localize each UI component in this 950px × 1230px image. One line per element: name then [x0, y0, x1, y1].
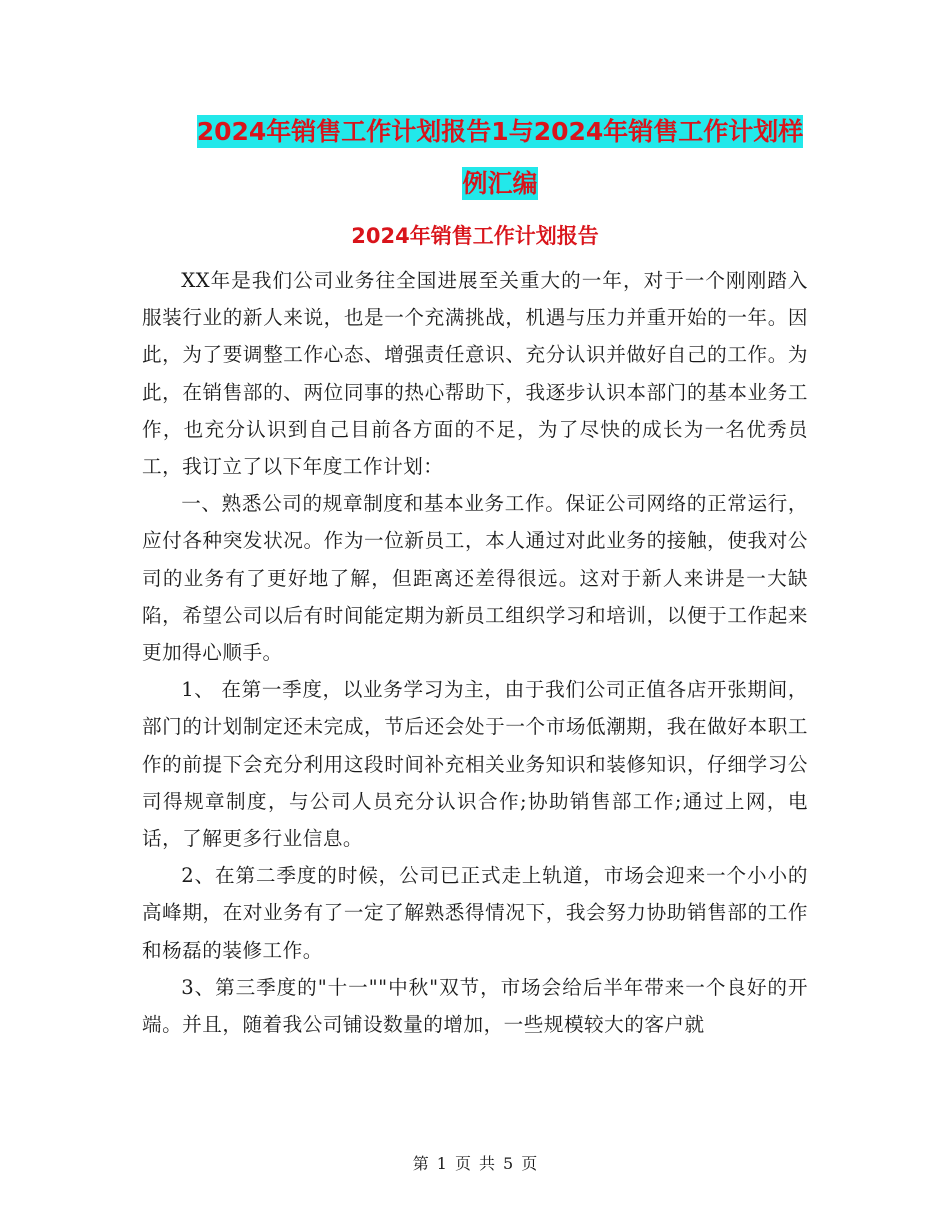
footer-page-label: 页 — [454, 1154, 471, 1173]
body-text — [142, 262, 808, 1043]
paragraph: 2、在第二季度的时候，公司已正式走上轨道，市场会迎来一个小小的高峰期，在对业务有了一定了解熟悉得情况下，我会努力协助销售部的工作和杨磊的装修工作。 — [142, 864, 808, 962]
footer-prefix: 第 — [412, 1154, 429, 1173]
total-pages: 5 — [503, 1154, 514, 1173]
document-title — [140, 106, 860, 210]
title-line-2: 例汇编 — [462, 169, 538, 198]
paragraph: 一、熟悉公司的规章制度和基本业务工作。保证公司网络的正常运行，应付各种突发状况。作为一位新员工，本人通过对此业务的接触，使我对公司的业务有了更好地了解，但距离还差得很远。这对于新人来讲是一大缺陷，希望公司以后有时间能定期为新员工组织学习和培训，以便于工作起来更加得心顺手。 — [142, 492, 808, 665]
paragraph: 1、 在第一季度，以业务学习为主，由于我们公司正值各店开张期间，部门的计划制定还未完成，节后还会处于一个市场低潮期，我在做好本职工作的前提下会充分利用这段时间补充相关业务知识和装修知识，仔细学习公司得规章制度，与公司人员充分认识合作;协助销售部工作;通过上网，电话，了解更多行业信息。 — [142, 678, 808, 851]
page-footer — [0, 1152, 950, 1176]
paragraph: XX年是我们公司业务往全国进展至关重大的一年，对于一个刚刚踏入服装行业的新人来说，也是一个充满挑战，机遇与压力并重开始的一年。因此，为了要调整工作心态、增强责任意识、充分认识并做好自己的工作。为此，在销售部的、两位同事的热心帮助下，我逐步认识本部门的基本业务工作，也充分认识到自己目前各方面的不足，为了尽快的成长为一名优秀员工，我订立了以下年度工作计划： — [142, 269, 808, 479]
title-line-1: 2024年销售工作计划报告1与2024年销售工作计划样 — [196, 117, 804, 146]
paragraph: 3、第三季度的"十一""中秋"双节，市场会给后半年带来一个良好的开端。并且，随着我公司铺设数量的增加，一些规模较大的客户就 — [142, 975, 808, 1037]
page-number: 1 — [436, 1154, 447, 1173]
footer-total-label: 共 — [479, 1154, 496, 1173]
footer-suffix: 页 — [521, 1154, 538, 1173]
section-title: 2024年销售工作计划报告 — [351, 224, 599, 248]
